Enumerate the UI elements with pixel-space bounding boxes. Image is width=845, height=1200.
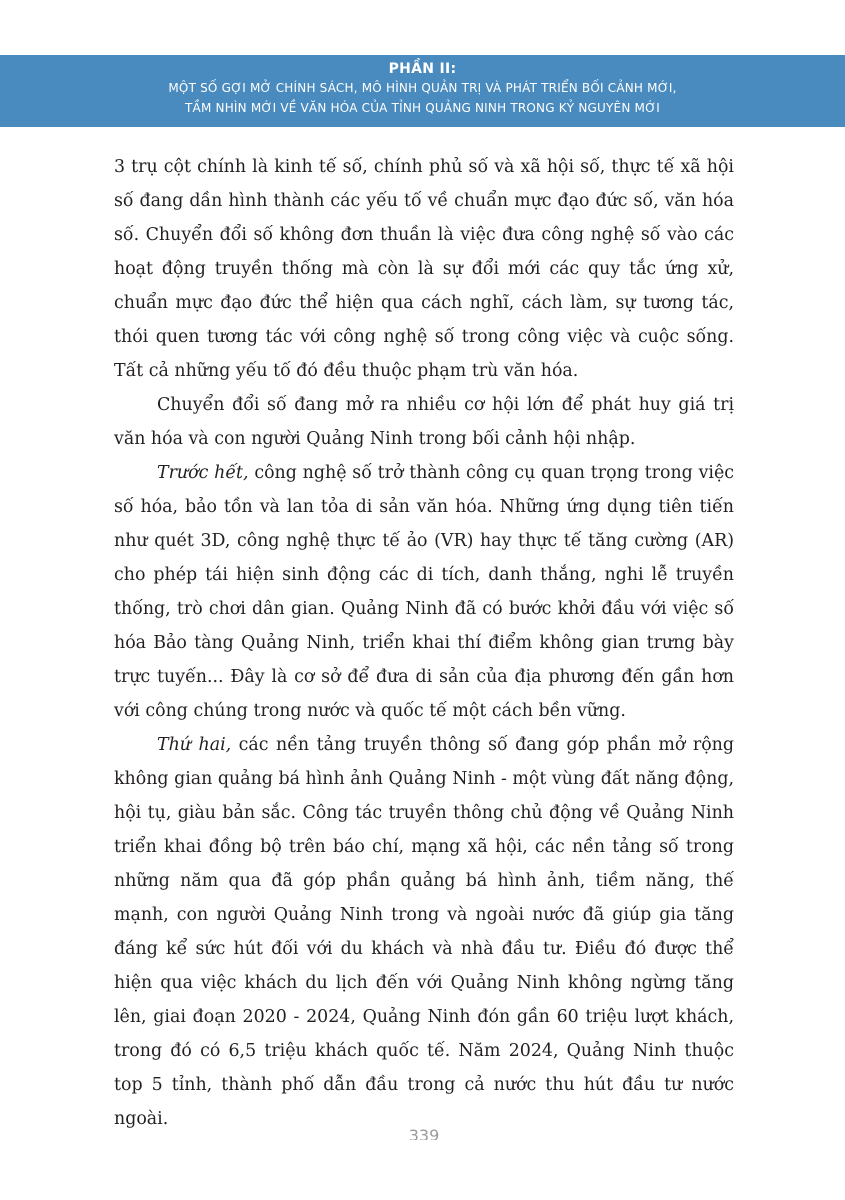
section-subtitle-line-2: TẦM NHÌN MỚI VỀ VĂN HÓA CỦA TỈNH QUẢNG NINH TRONG KỶ NGUYÊN MỚI	[185, 101, 660, 115]
page-number: 339	[408, 1128, 440, 1140]
paragraph-4	[114, 728, 734, 1136]
paragraph-3-text: công nghệ số trở thành công cụ quan trọng trong việc số hóa, bảo tồn và lan tỏa di sản văn hóa. Những ứng dụng tiên tiến như quét 3D, công nghệ thực tế ảo (VR) hay thực tế tăng cường (AR) cho phép tái hiện sinh động các di tích, danh thắng, nghi lễ truyền thống, trò chơi dân gian. Quảng Ninh đã có bước khởi đầu với việc số hóa Bảo tàng Quảng Ninh, triển khai thí điểm không gian trưng bày trực tuyến... Đây là cơ sở để đưa di sản của địa phương đến gần hơn với công chúng trong nước và quốc tế một cách bền vững.	[114, 463, 734, 721]
paragraph-4-text: các nền tảng truyền thông số đang góp phần mở rộng không gian quảng bá hình ảnh Quảng Ninh - một vùng đất năng động, hội tụ, giàu bản sắc. Công tác truyền thông chủ động về Quảng Ninh triển khai đồng bộ trên báo chí, mạng xã hội, các nền tảng số trong những năm qua đã góp phần quảng bá hình ảnh, tiềm năng, thế mạnh, con người Quảng Ninh trong và ngoài nước đã giúp gia tăng đáng kể sức hút đối với du khách và nhà đầu tư. Điều đó được thể hiện qua việc khách du lịch đến với Quảng Ninh không ngừng tăng lên, giai đoạn 2020 - 2024, Quảng Ninh đón gần 60 triệu lượt khách, trong đó có 6,5 triệu khách quốc tế. Năm 2024, Quảng Ninh thuộc top 5 tỉnh, thành phố dẫn đầu trong cả nước thu hút đầu tư nước ngoài.	[114, 735, 735, 1129]
section-subtitle-line-1: MỘT SỐ GỢI MỞ CHÍNH SÁCH, MÔ HÌNH QUẢN TRỊ VÀ PHÁT TRIỂN BỐI CẢNH MỚI,	[168, 81, 677, 95]
section-header-band	[0, 55, 845, 127]
paragraph-4-lead: Thứ hai,	[157, 735, 232, 755]
paragraph-1: 3 trụ cột chính là kinh tế số, chính phủ số và xã hội số, thực tế xã hội số đang dần hình thành các yếu tố về chuẩn mực đạo đức số, văn hóa số. Chuyển đổi số không đơn thuần là việc đưa công nghệ số vào các hoạt động truyền thống mà còn là sự đổi mới các quy tắc ứng xử, chuẩn mực đạo đức thể hiện qua cách nghĩ, cách làm, sự tương tác, thói quen tương tác với công nghệ số trong công việc và cuộc sống. Tất cả những yếu tố đó đều thuộc phạm trù văn hóa.	[114, 157, 734, 381]
paragraph-3	[114, 456, 734, 728]
paragraph-2: Chuyển đổi số đang mở ra nhiều cơ hội lớn để phát huy giá trị văn hóa và con người Quảng Ninh trong bối cảnh hội nhập.	[114, 395, 734, 449]
body-text	[114, 150, 734, 1136]
paragraph-3-lead: Trước hết,	[157, 463, 249, 483]
section-title: PHẦN II:	[388, 61, 457, 77]
